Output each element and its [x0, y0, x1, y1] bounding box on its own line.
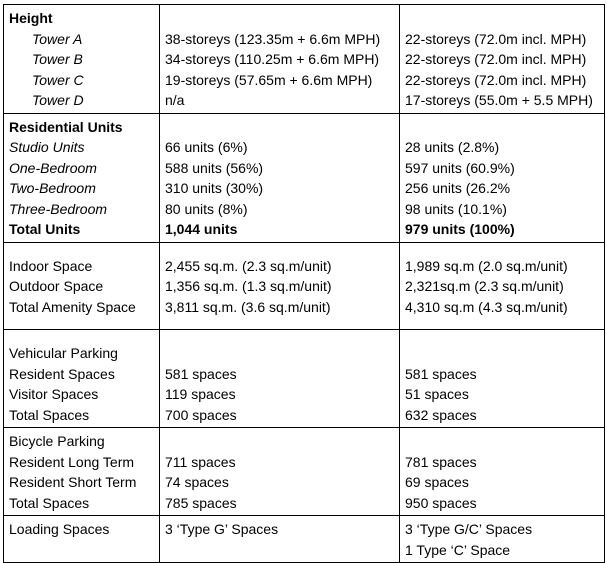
tower-a-revised: 22-storeys (72.0m incl. MPH) [405, 30, 587, 47]
tower-a-original: 38-storeys (123.35m + 6.6m MPH) [165, 30, 381, 47]
short-term-label: Resident Short Term [9, 474, 137, 490]
table-row-amenity [4, 242, 605, 330]
short-term-original: 74 spaces [165, 474, 229, 490]
total-units-revised: 979 units (100%) [405, 221, 515, 237]
one-bedroom-revised: 597 units (60.9%) [405, 159, 515, 176]
total-amenity-revised: 4,310 sq.m (4.3 sq.m/unit) [405, 298, 568, 315]
tower-d-original: n/a [165, 92, 185, 108]
bicycle-total-original: 785 spaces [165, 494, 237, 511]
vehicular-total-label: Total Spaces [9, 406, 90, 423]
one-bedroom-label: One-Bedroom [9, 159, 97, 176]
two-bedroom-revised: 256 units (26.2% [405, 180, 511, 196]
bicycle-original-cell [160, 428, 400, 516]
total-amenity-label: Total Amenity Space [9, 298, 136, 315]
vehicular-total-original: 700 spaces [165, 406, 237, 423]
units-original-cell [160, 113, 400, 242]
loading-revised-line-2: 1 Type ‘C’ Space [405, 541, 511, 558]
studio-label: Studio Units [9, 139, 85, 155]
indoor-space-label: Indoor Space [9, 257, 93, 274]
tower-a-label: Tower A [32, 30, 83, 47]
loading-revised-line-1: 3 ‘Type G/C’ Spaces [405, 521, 533, 537]
visitor-spaces-label: Visitor Spaces [9, 386, 99, 402]
vehicular-total-revised: 632 spaces [405, 406, 477, 423]
one-bedroom-original: 588 units (56%) [165, 159, 264, 176]
table-row-units [4, 113, 605, 242]
studio-revised: 28 units (2.8%) [405, 139, 500, 155]
total-units-label: Total Units [9, 221, 81, 237]
loading-label: Loading Spaces [9, 521, 110, 537]
studio-original: 66 units (6%) [165, 139, 248, 155]
height-labels-cell [4, 5, 160, 114]
table-row-height [4, 5, 605, 114]
total-units-original: 1,044 units [165, 221, 238, 237]
units-labels-cell [4, 113, 160, 242]
height-heading: Height [9, 10, 53, 26]
visitor-spaces-revised: 51 spaces [405, 386, 469, 402]
bicycle-total-revised: 950 spaces [405, 494, 477, 511]
bicycle-labels-cell [4, 428, 160, 516]
table-row-bicycle [4, 428, 605, 516]
total-amenity-original: 3,811 sq.m. (3.6 sq.m/unit) [165, 298, 331, 315]
tower-d-revised: 17-storeys (55.0m + 5.5 MPH) [405, 92, 593, 108]
indoor-space-revised: 1,989 sq.m (2.0 sq.m/unit) [405, 257, 568, 274]
outdoor-space-label: Outdoor Space [9, 278, 104, 294]
vehicular-labels-cell [4, 330, 160, 428]
bicycle-revised-cell [400, 428, 605, 516]
amenity-original-cell [160, 242, 400, 330]
height-original-cell [160, 5, 400, 114]
three-bedroom-original: 80 units (8%) [165, 200, 248, 217]
bicycle-heading: Bicycle Parking [9, 433, 105, 449]
vehicular-revised-cell [400, 330, 605, 428]
amenity-revised-cell [400, 242, 605, 330]
indoor-space-original: 2,455 sq.m. (2.3 sq.m/unit) [165, 257, 332, 274]
units-revised-cell [400, 113, 605, 242]
bicycle-total-label: Total Spaces [9, 494, 90, 511]
table-row-vehicular [4, 330, 605, 428]
three-bedroom-label: Three-Bedroom [9, 200, 108, 217]
tower-b-original: 34-storeys (110.25m + 6.6m MPH) [165, 51, 380, 67]
resident-spaces-revised: 581 spaces [405, 365, 477, 382]
two-bedroom-original: 310 units (30%) [165, 180, 264, 196]
loading-label-cell [4, 516, 160, 563]
tower-d-label: Tower D [32, 92, 84, 108]
tower-c-revised: 22-storeys (72.0m incl. MPH) [405, 71, 587, 88]
long-term-original: 711 spaces [165, 453, 236, 470]
tower-b-label: Tower B [32, 51, 83, 67]
statistics-table [3, 4, 605, 563]
tower-b-revised: 22-storeys (72.0m incl. MPH) [405, 51, 587, 67]
loading-original-cell [160, 516, 400, 563]
short-term-revised: 69 spaces [405, 474, 469, 490]
loading-original: 3 ‘Type G’ Spaces [165, 521, 279, 537]
outdoor-space-revised: 2,321sq.m (2.3 sq.m/unit) [405, 278, 564, 294]
tower-c-original: 19-storeys (57.65m + 6.6m MPH) [165, 71, 373, 88]
vehicular-original-cell [160, 330, 400, 428]
table-row-loading [4, 516, 605, 563]
resident-spaces-original: 581 spaces [165, 365, 237, 382]
three-bedroom-revised: 98 units (10.1%) [405, 200, 507, 217]
tower-c-label: Tower C [32, 71, 84, 88]
outdoor-space-original: 1,356 sq.m. (1.3 sq.m/unit) [165, 278, 332, 294]
visitor-spaces-original: 119 spaces [165, 386, 236, 402]
height-revised-cell [400, 5, 605, 114]
amenity-labels-cell [4, 242, 160, 330]
two-bedroom-label: Two-Bedroom [9, 180, 96, 196]
resident-spaces-label: Resident Spaces [9, 365, 115, 382]
units-heading: Residential Units [9, 118, 123, 135]
loading-revised-cell [400, 516, 605, 563]
vehicular-heading: Vehicular Parking [9, 345, 118, 361]
long-term-revised: 781 spaces [405, 453, 477, 470]
long-term-label: Resident Long Term [9, 453, 135, 470]
